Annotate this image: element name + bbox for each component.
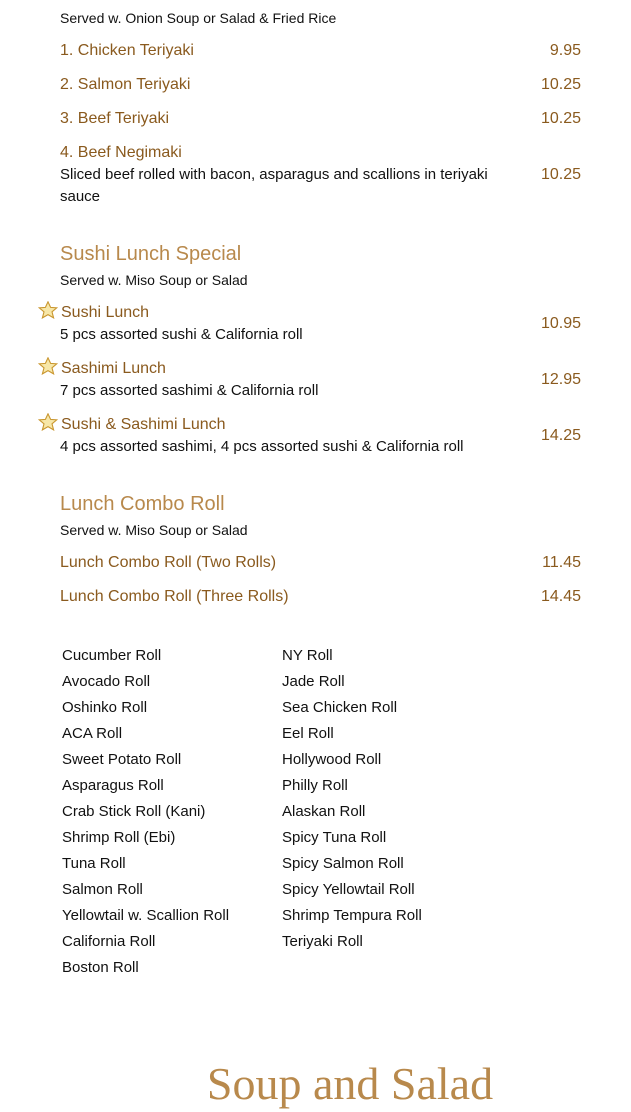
roll-list-item: Cucumber Roll <box>62 647 162 664</box>
roll-list-item: Spicy Yellowtail Roll <box>282 881 415 898</box>
menu-item-price: 9.95 <box>549 42 581 59</box>
star-icon <box>38 301 58 319</box>
menu-item-price: 10.25 <box>540 166 581 183</box>
roll-list-item: Sweet Potato Roll <box>62 751 182 768</box>
menu-item-name: 4. Beef Negimaki <box>60 144 182 161</box>
roll-list-item: ACA Roll <box>62 725 123 742</box>
roll-list-item: Spicy Salmon Roll <box>282 855 404 872</box>
roll-list-item: Shrimp Roll (Ebi) <box>62 829 176 846</box>
menu-item-price: 10.25 <box>540 76 581 93</box>
sushi-lunch-served-note: Served w. Miso Soup or Salad <box>60 272 248 288</box>
menu-item-name: 3. Beef Teriyaki <box>60 110 170 127</box>
roll-list-item: Philly Roll <box>282 777 348 794</box>
menu-item-name: Sushi Lunch <box>61 304 150 321</box>
menu-item-price: 14.45 <box>540 588 581 605</box>
roll-list-item: Avocado Roll <box>62 673 151 690</box>
menu-item-name: Sashimi Lunch <box>61 360 166 377</box>
menu-item-name: Sushi & Sashimi Lunch <box>61 416 226 433</box>
menu-item-name: Lunch Combo Roll (Three Rolls) <box>60 588 289 605</box>
menu-item-price: 10.25 <box>540 110 581 127</box>
section-title-lunch-combo: Lunch Combo Roll <box>60 493 225 515</box>
combo-served-note: Served w. Miso Soup or Salad <box>60 522 248 538</box>
roll-list-item: Eel Roll <box>282 725 334 742</box>
roll-list-item: Spicy Tuna Roll <box>282 829 387 846</box>
menu-item-description: 4 pcs assorted sashimi, 4 pcs assorted sushi & California roll <box>60 438 464 455</box>
roll-list-item: Yellowtail w. Scallion Roll <box>62 907 230 924</box>
menu-item-price: 12.95 <box>540 371 581 388</box>
roll-list-item: Boston Roll <box>62 959 139 976</box>
menu-item-price: 11.45 <box>542 554 581 571</box>
teriyaki-served-note: Served w. Onion Soup or Salad & Fried Rice <box>60 10 337 26</box>
roll-list-item: Oshinko Roll <box>62 699 148 716</box>
menu-item-price: 10.95 <box>540 315 581 332</box>
menu-item-description: Sliced beef rolled with bacon, asparagus and scallions in teriyaki sauce <box>60 166 488 205</box>
star-icon <box>38 413 58 431</box>
menu-item-description: 5 pcs assorted sushi & California roll <box>60 326 303 343</box>
section-title-sushi-lunch: Sushi Lunch Special <box>60 243 242 265</box>
roll-list-item: Tuna Roll <box>62 855 126 872</box>
menu-item-price: 14.25 <box>540 427 581 444</box>
roll-list-item: Salmon Roll <box>62 881 143 898</box>
roll-list-item: Hollywood Roll <box>282 751 382 768</box>
menu-item-name: 2. Salmon Teriyaki <box>60 76 191 93</box>
section-title-soup-and-salad: Soup and Salad <box>206 1058 494 1109</box>
roll-list-item: Shrimp Tempura Roll <box>282 907 422 924</box>
menu-item-name: 1. Chicken Teriyaki <box>60 42 194 59</box>
menu-item-name: Lunch Combo Roll (Two Rolls) <box>60 554 277 571</box>
menu-item-description: 7 pcs assorted sashimi & California roll <box>60 382 319 399</box>
roll-list-item: Asparagus Roll <box>62 777 164 794</box>
roll-list-item: Alaskan Roll <box>282 803 366 820</box>
roll-list-item: Teriyaki Roll <box>282 933 363 950</box>
roll-list-item: California Roll <box>62 933 156 950</box>
roll-list-item: NY Roll <box>282 647 333 664</box>
roll-list-item: Crab Stick Roll (Kani) <box>62 803 206 820</box>
roll-list-item: Jade Roll <box>282 673 345 690</box>
roll-list-item: Sea Chicken Roll <box>282 699 398 716</box>
star-icon <box>38 357 58 375</box>
